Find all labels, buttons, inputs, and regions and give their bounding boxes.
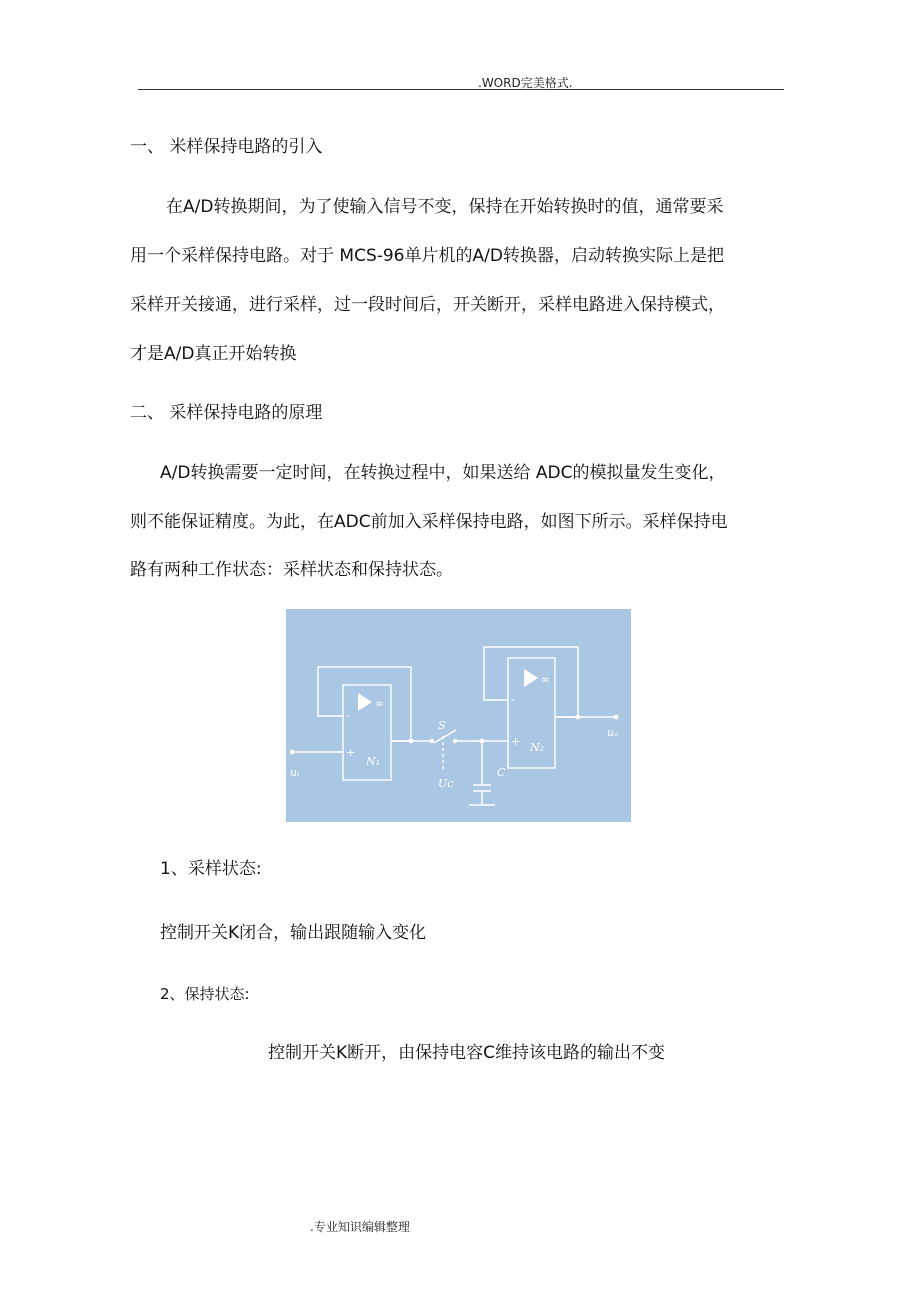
input-node: [290, 750, 295, 755]
item-1-title: 1、采样状态:: [160, 859, 262, 879]
section-1-paragraph-line-4: 才是A/D真正开始转换: [130, 344, 297, 364]
section-1-paragraph-line-2: 用一个采样保持电路。对于 MCS-96单片机的A/D转换器，启动转换实际上是把: [130, 246, 724, 266]
section-1-paragraph-line-1: 在A/D转换期间，为了使输入信号不变，保持在开始转换时的值，通常要采: [166, 197, 724, 217]
amp-n2-inf-label: ∞: [541, 673, 551, 686]
section-1-paragraph-line-3: 采样开关接通，进行采样，过一段时间后，开关断开，采样电路进入保持模式，: [130, 295, 725, 315]
sample-hold-circuit-diagram: [286, 609, 631, 822]
circuit-svg: [286, 609, 631, 822]
switch-left-node: [430, 739, 434, 743]
page-footer: .专业知识编辑整理: [310, 1220, 410, 1234]
cap-node: [480, 739, 485, 744]
section-2-paragraph-line-3: 路有两种工作状态：采样状态和保持状态。: [130, 560, 453, 580]
section-1-title: 一、 米样保持电路的引入: [130, 137, 323, 157]
output-node: [614, 715, 619, 720]
amp-n1-triangle: [358, 693, 372, 711]
capacitor-label: C: [497, 766, 506, 779]
header-rule: [138, 89, 784, 90]
switch-label: S: [438, 719, 446, 732]
amp-n1-inf-label: ∞: [375, 697, 385, 710]
amp-n1-label: N₁: [366, 755, 381, 768]
section-2-title: 二、 采样保持电路的原理: [130, 403, 323, 423]
output-label: uₒ: [607, 726, 619, 739]
amp-n1-plus: +: [346, 746, 356, 759]
section-2-paragraph-line-1: A/D转换需要一定时间，在转换过程中，如果送给 ADC的模拟量发生变化，: [160, 463, 726, 483]
amp-n2-triangle: [524, 669, 538, 687]
control-label: Uc: [438, 777, 454, 790]
n1-output-node: [409, 739, 414, 744]
item-2-text: 控制开关K断开，由保持电容C维持该电路的输出不变: [268, 1043, 666, 1063]
input-label: uᵢ: [290, 766, 300, 779]
amp-n1-minus: -: [346, 709, 350, 722]
amp-n2-label: N₂: [530, 741, 545, 754]
item-1-text: 控制开关K闭合，输出跟随输入变化: [160, 923, 427, 943]
page-header: .WORD完美格式.: [478, 76, 573, 90]
switch-right-node: [453, 739, 457, 743]
section-2-paragraph-line-2: 则不能保证精度。为此，在ADC前加入采样保持电路，如图下所示。采样保持电: [130, 512, 728, 532]
amp-n2-plus: +: [511, 735, 521, 748]
amp-n2-minus: -: [511, 693, 515, 706]
item-2-title: 2、保持状态:: [160, 985, 250, 1003]
n2-output-node: [576, 715, 581, 720]
